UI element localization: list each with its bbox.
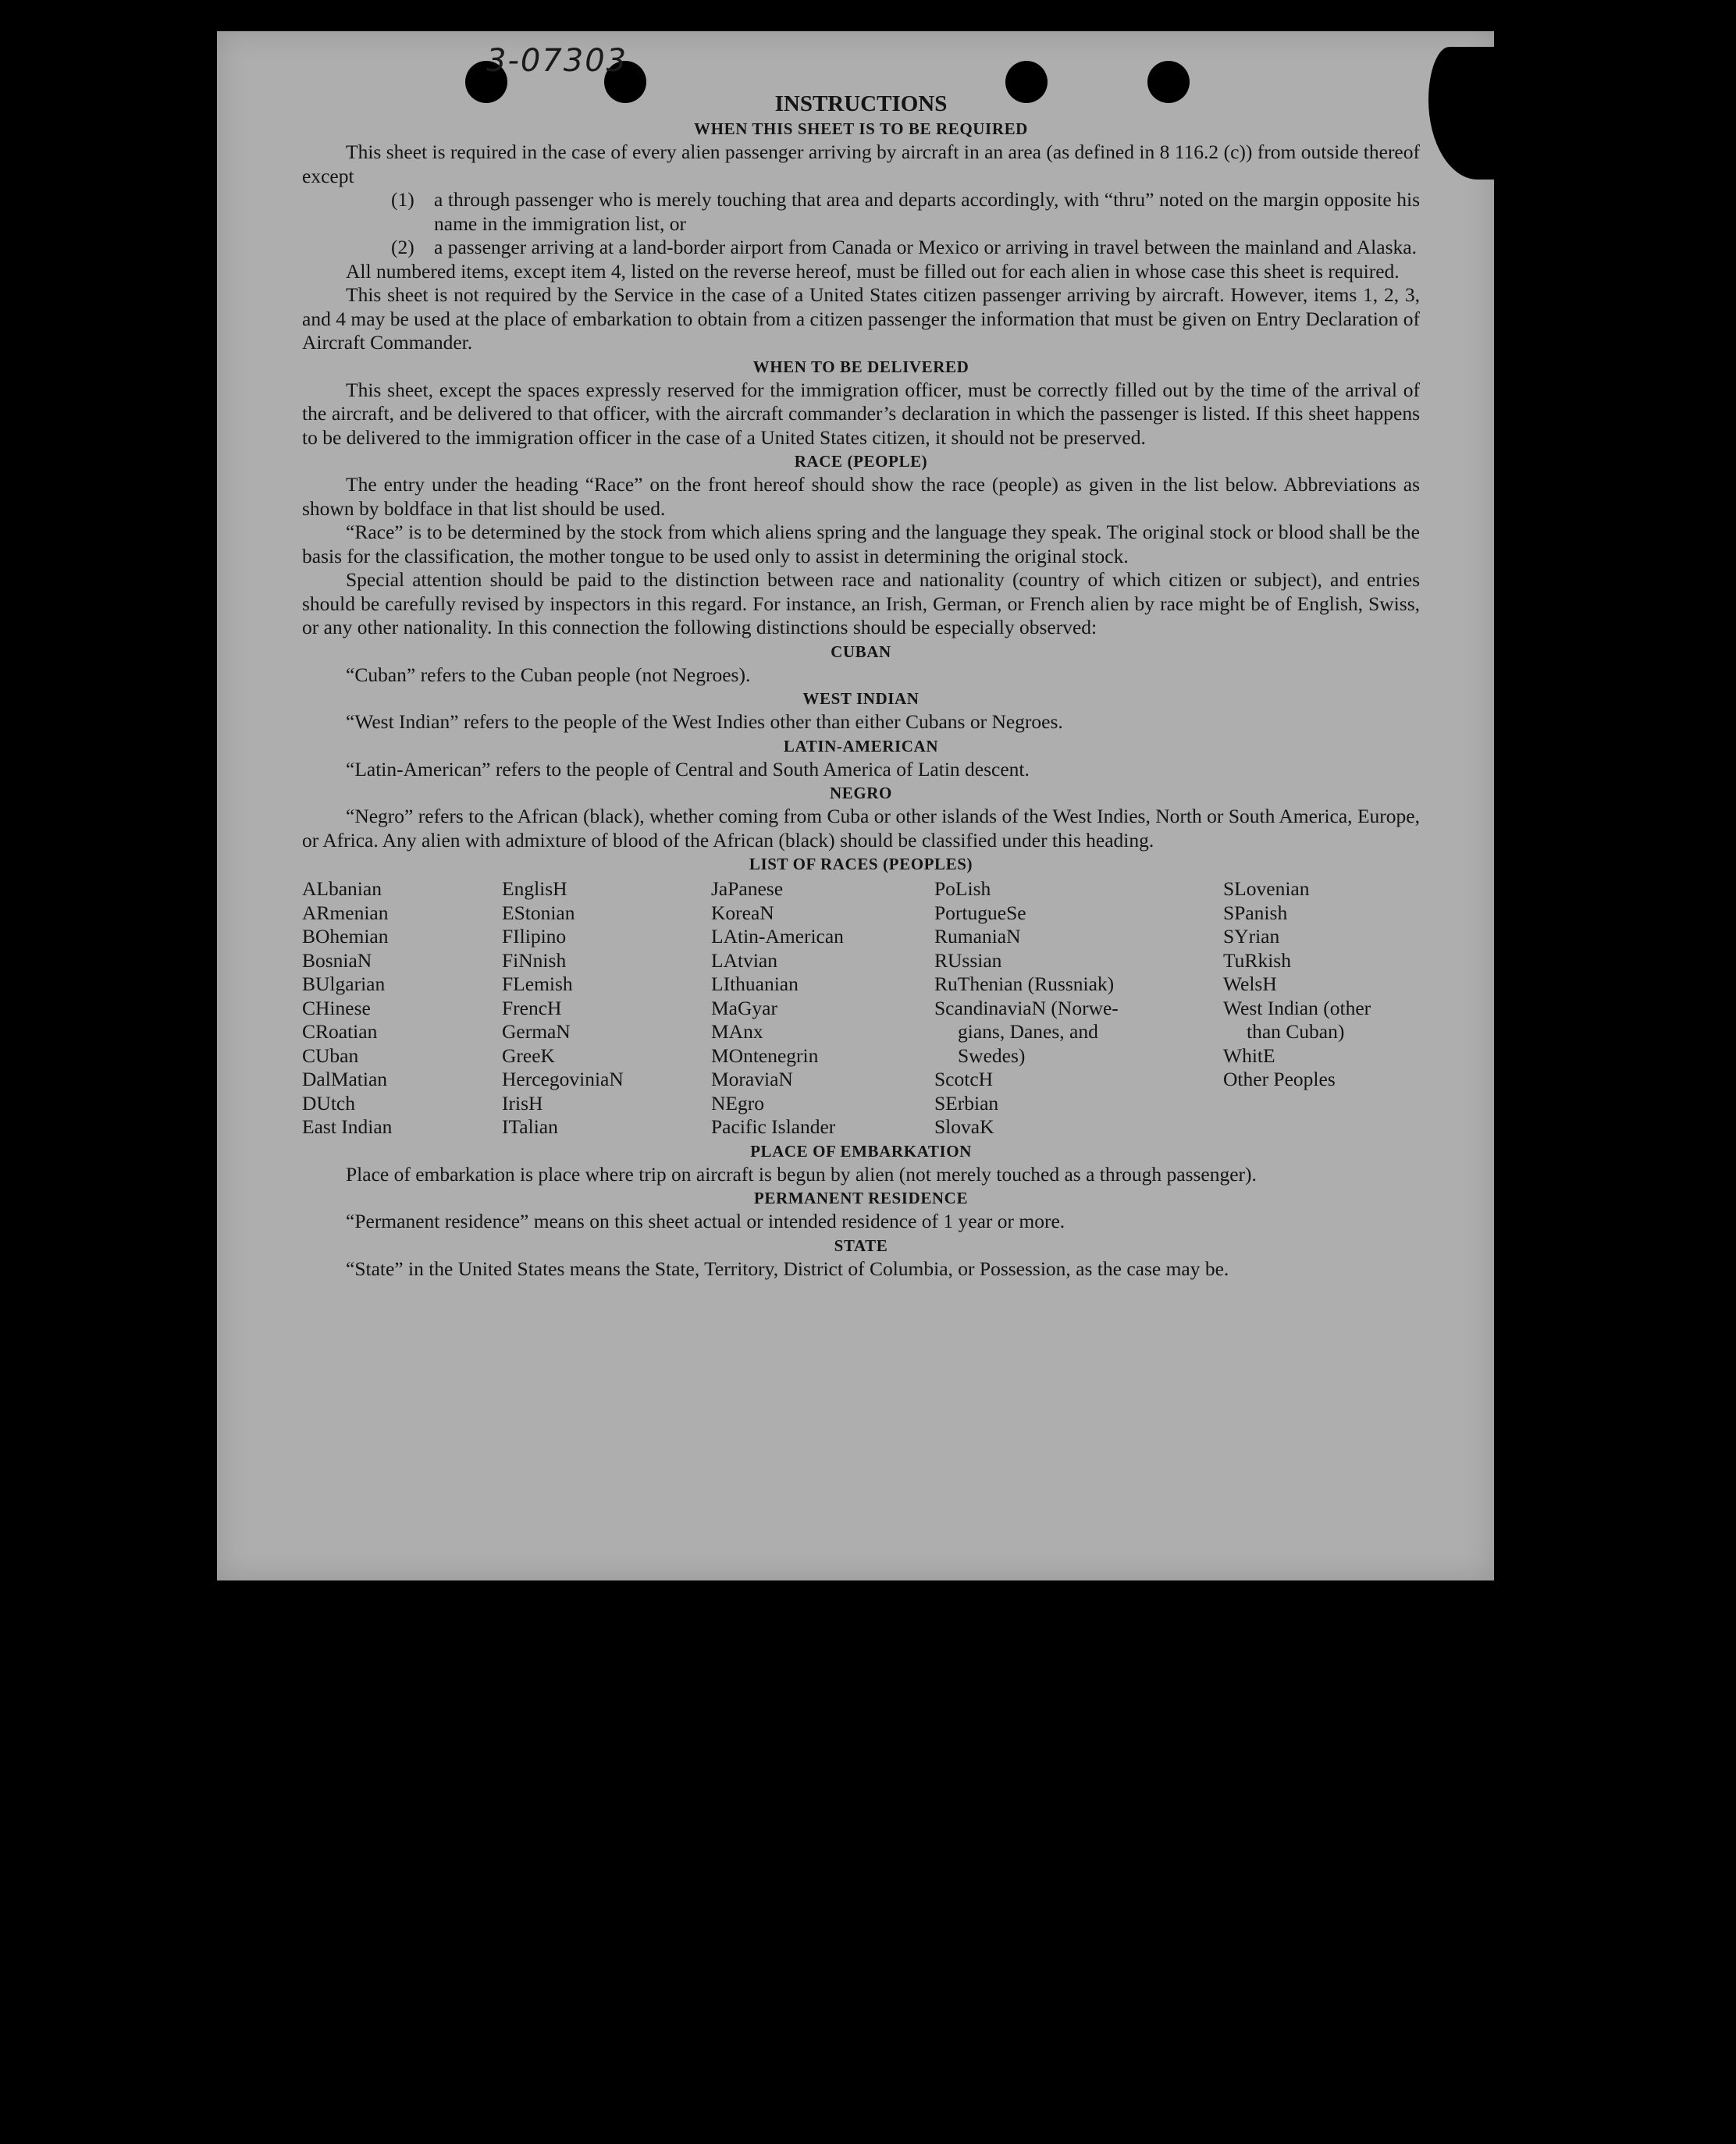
race-column	[1223, 877, 1420, 1140]
race-item: RumaniaN	[934, 925, 1021, 948]
instructions-body	[302, 91, 1420, 1281]
race-item: LAtin-American	[711, 925, 844, 948]
paragraph: “Latin-American” refers to the people of Central and South America of Latin descent.	[346, 757, 1030, 780]
race-item: HercegoviniaN	[502, 1068, 624, 1090]
item-text: a passenger arriving at a land-border airport from Canada or Mexico or arriving in travel between the mainland and Alaska.	[434, 236, 1417, 258]
race-item: LIthuanian	[711, 972, 799, 995]
section-heading: PLACE OF EMBARKATION	[750, 1141, 972, 1161]
torn-corner	[1428, 47, 1499, 180]
race-item: NEgro	[711, 1091, 764, 1115]
section-heading: LATIN-AMERICAN	[783, 736, 939, 756]
section-heading: NEGRO	[829, 784, 892, 802]
race-item: SErbian	[934, 1091, 999, 1115]
race-item: GreeK	[502, 1044, 555, 1067]
page-title: INSTRUCTIONS	[774, 91, 948, 116]
race-item: ITalian	[502, 1115, 558, 1138]
race-item: Swedes)	[958, 1044, 1026, 1067]
race-item: ARmenian	[302, 901, 389, 924]
paragraph: Special attention should be paid to the distinction between race and nationality (country of which citizen or subject), and entries should be carefully revised by inspectors in this regard. For instance, an Irish, German, or French alien by race might be of English, Swiss, or any other nationality. In this connection the following distinctions should be especially observed:	[302, 568, 1420, 638]
race-item: BOhemian	[302, 925, 389, 948]
race-item: ScotcH	[934, 1068, 994, 1090]
item-number: (1)	[391, 188, 414, 211]
race-item: MaGyar	[711, 996, 777, 1019]
paragraph: This sheet, except the spaces expressly reserved for the immigration officer, must be correctly filled out by the time of the arrival of the aircraft, and be delivered to that officer, with the aircraft commander’s declaration in which the passenger is listed. If this sheet happens to be delivered to the immigration officer in the case of a United States citizen, it should not be preserved.	[302, 378, 1420, 449]
race-item: JaPanese	[711, 877, 784, 900]
race-item: PoLish	[934, 877, 991, 900]
race-item: than Cuban)	[1247, 1020, 1345, 1043]
item-number: (2)	[391, 236, 414, 258]
race-item: FrencH	[502, 996, 562, 1019]
race-item: FLemish	[502, 972, 573, 995]
race-item: gians, Danes, and	[958, 1020, 1098, 1043]
race-item: TuRkish	[1223, 948, 1291, 972]
race-item: WhitE	[1223, 1044, 1275, 1067]
paragraph: This sheet is required in the case of every alien passenger arriving by aircraft in an area (as defined in 8 116.2 (c)) from outside thereof except	[302, 140, 1420, 187]
race-list	[302, 877, 1420, 1140]
handwritten-number: 3-07303	[486, 43, 628, 79]
list-item	[302, 236, 1420, 260]
section-heading: WHEN TO BE DELIVERED	[752, 357, 969, 376]
paragraph: This sheet is not required by the Service in the case of a United States citizen passenger arriving by aircraft. However, items 1, 2, 3, and 4 may be used at the place of embarkation to obtain from a citizen passenger the information that must be given on Entry Declaration of Aircraft Commander.	[302, 283, 1420, 354]
race-item: CHinese	[302, 996, 371, 1019]
race-item: EnglisH	[502, 877, 567, 900]
race-column	[302, 877, 502, 1140]
paragraph: “West Indian” refers to the people of the West Indies other than either Cubans or Negroes.	[346, 710, 1063, 733]
paragraph: “Cuban” refers to the Cuban people (not Negroes).	[346, 663, 751, 686]
document-sheet	[217, 31, 1494, 1580]
section-heading: PERMANENT RESIDENCE	[753, 1189, 969, 1207]
race-column	[502, 877, 711, 1140]
race-column	[934, 877, 1223, 1140]
race-item: RUssian	[934, 948, 1002, 972]
race-item: DalMatian	[302, 1068, 388, 1090]
race-item: Other Peoples	[1223, 1068, 1336, 1090]
race-item: FIlipino	[502, 925, 567, 948]
race-item: ScandinaviaN (Norwe-	[934, 996, 1119, 1019]
paragraph: “Permanent residence” means on this sheet actual or intended residence of 1 year or more.	[346, 1210, 1065, 1232]
section-heading: WHEN THIS SHEET IS TO BE REQUIRED	[694, 119, 1028, 138]
race-item: GermaN	[502, 1020, 571, 1043]
paragraph: The entry under the heading “Race” on the front hereof should show the race (people) as given in the list below. Abbreviations as shown by boldface in that list should be used.	[302, 473, 1420, 520]
paragraph: “Race” is to be determined by the stock from which aliens spring and the language they speak. The original stock or blood shall be the basis for the classification, the mother tongue to be used only to assist in determining the original stock.	[302, 521, 1420, 567]
section-heading: STATE	[834, 1236, 888, 1255]
race-item: FiNnish	[502, 948, 567, 972]
race-item: BosniaN	[302, 948, 372, 972]
race-item: MAnx	[711, 1020, 763, 1043]
section-heading: RACE (PEOPLE)	[794, 452, 928, 471]
race-item: PortugueSe	[934, 901, 1026, 924]
item-text: a through passenger who is merely touching that area and departs accordingly, with “thru” noted on the margin opposite his name in the immigration list, or	[434, 188, 1420, 235]
race-item: CUban	[302, 1044, 359, 1067]
race-item: MOntenegrin	[711, 1044, 819, 1067]
race-item: IrisH	[502, 1091, 543, 1115]
race-item: CRoatian	[302, 1020, 378, 1043]
race-item: SYrian	[1223, 925, 1280, 948]
race-item: East Indian	[302, 1115, 393, 1138]
race-item: SLovenian	[1223, 877, 1310, 900]
race-item: Pacific Islander	[711, 1115, 836, 1138]
race-item: MoraviaN	[711, 1068, 793, 1090]
paragraph: Place of embarkation is place where trip on aircraft is begun by alien (not merely touched as a through passenger).	[346, 1162, 1257, 1186]
paragraph: All numbered items, except item 4, listed on the reverse hereof, must be filled out for each alien in whose case this sheet is required.	[346, 259, 1400, 283]
section-heading: LIST OF RACES (PEOPLES)	[749, 855, 973, 873]
race-column	[711, 877, 934, 1140]
race-item: RuThenian (Russniak)	[934, 972, 1115, 995]
race-item: West Indian (other	[1223, 996, 1371, 1019]
paragraph: “Negro” refers to the African (black), whether coming from Cuba or other islands of the West Indies, North or South America, Europe, or Africa. Any alien with admixture of blood of the African (black) should be classified under this heading.	[302, 805, 1420, 852]
section-heading: CUBAN	[831, 642, 891, 661]
race-item: ALbanian	[302, 877, 382, 900]
race-item: WelsH	[1223, 972, 1277, 995]
race-item: EStonian	[502, 901, 575, 924]
race-item: SPanish	[1223, 901, 1288, 924]
paragraph: “State” in the United States means the State, Territory, District of Columbia, or Possession, as the case may be.	[346, 1257, 1229, 1280]
list-item	[302, 188, 1420, 236]
race-item: KoreaN	[711, 901, 774, 924]
race-item: LAtvian	[711, 948, 777, 972]
race-item: SlovaK	[934, 1115, 994, 1138]
race-item: BUlgarian	[302, 972, 386, 995]
section-heading: WEST INDIAN	[802, 689, 920, 708]
race-item: DUtch	[302, 1091, 355, 1115]
